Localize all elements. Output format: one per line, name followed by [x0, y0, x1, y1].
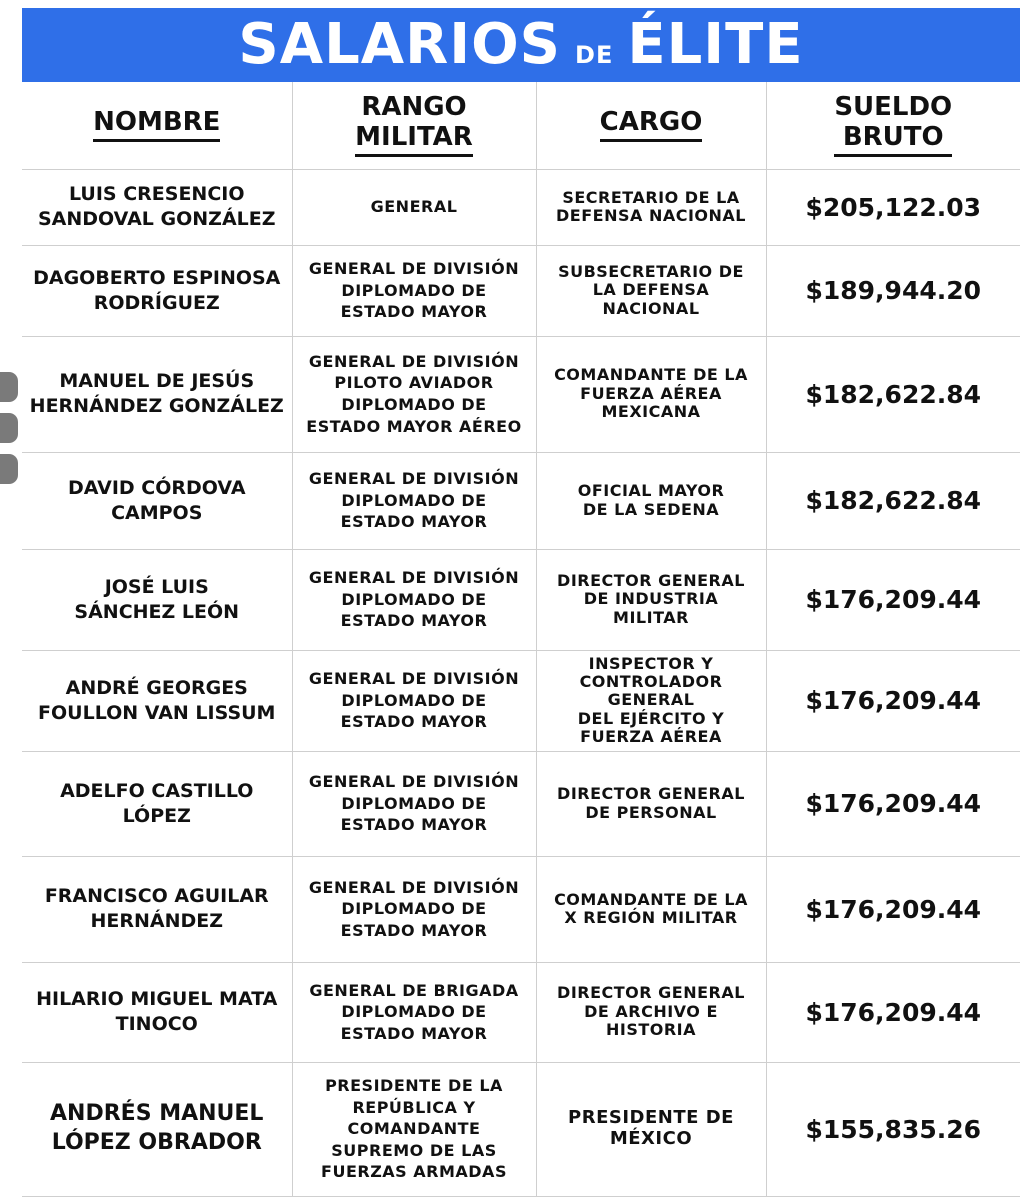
table-row [22, 856, 1020, 962]
header-salary-label: SUELDO BRUTO [834, 93, 952, 157]
row-rank: GENERAL [292, 169, 536, 245]
row-salary: $155,835.26 [766, 1062, 1020, 1196]
row-rank: GENERAL DE DIVISIÓN DIPLOMADO DE ESTADO MAYOR [292, 245, 536, 336]
row-salary: $182,622.84 [766, 452, 1020, 549]
row-rank: GENERAL DE BRIGADA DIPLOMADO DE ESTADO MAYOR [292, 962, 536, 1062]
row-rank: GENERAL DE DIVISIÓN PILOTO AVIADOR DIPLOMADO DE ESTADO MAYOR AÉREO [292, 336, 536, 452]
row-position: SUBSECRETARIO DE LA DEFENSA NACIONAL [536, 245, 766, 336]
row-name: LUIS CRESENCIO SANDOVAL GONZÁLEZ [22, 169, 292, 245]
page-title [238, 12, 804, 77]
row-name: DAVID CÓRDOVA CAMPOS [22, 452, 292, 549]
row-name: DAGOBERTO ESPINOSA RODRÍGUEZ [22, 245, 292, 336]
table-header-row [22, 82, 1020, 169]
row-position: DIRECTOR GENERAL DE INDUSTRIA MILITAR [536, 549, 766, 650]
table-row [22, 549, 1020, 650]
row-name: HILARIO MIGUEL MATA TINOCO [22, 962, 292, 1062]
table-row [22, 245, 1020, 336]
side-scroll-dot[interactable] [0, 372, 18, 402]
row-salary: $176,209.44 [766, 751, 1020, 856]
row-rank: GENERAL DE DIVISIÓN DIPLOMADO DE ESTADO MAYOR [292, 452, 536, 549]
salary-table [22, 82, 1020, 1197]
header-position [536, 82, 766, 169]
row-rank: GENERAL DE DIVISIÓN DIPLOMADO DE ESTADO MAYOR [292, 650, 536, 751]
row-name: JOSÉ LUIS SÁNCHEZ LEÓN [22, 549, 292, 650]
row-salary: $176,209.44 [766, 549, 1020, 650]
row-name: FRANCISCO AGUILAR HERNÁNDEZ [22, 856, 292, 962]
row-name: MANUEL DE JESÚS HERNÁNDEZ GONZÁLEZ [22, 336, 292, 452]
row-position: SECRETARIO DE LA DEFENSA NACIONAL [536, 169, 766, 245]
header-rank [292, 82, 536, 169]
row-name: ADELFO CASTILLO LÓPEZ [22, 751, 292, 856]
row-rank: GENERAL DE DIVISIÓN DIPLOMADO DE ESTADO MAYOR [292, 856, 536, 962]
row-position: DIRECTOR GENERAL DE ARCHIVO E HISTORIA [536, 962, 766, 1062]
side-scroll-dot[interactable] [0, 413, 18, 443]
table-row [22, 336, 1020, 452]
row-rank: GENERAL DE DIVISIÓN DIPLOMADO DE ESTADO MAYOR [292, 549, 536, 650]
table-row [22, 169, 1020, 245]
row-salary: $176,209.44 [766, 650, 1020, 751]
table-row [22, 962, 1020, 1062]
row-salary: $205,122.03 [766, 169, 1020, 245]
row-position: PRESIDENTE DE MÉXICO [536, 1062, 766, 1196]
row-salary: $182,622.84 [766, 336, 1020, 452]
row-position: DIRECTOR GENERAL DE PERSONAL [536, 751, 766, 856]
row-position: COMANDANTE DE LA FUERZA AÉREA MEXICANA [536, 336, 766, 452]
header-name [22, 82, 292, 169]
title-connector: DE [575, 41, 614, 69]
table-row [22, 1062, 1020, 1196]
row-rank: GENERAL DE DIVISIÓN DIPLOMADO DE ESTADO MAYOR [292, 751, 536, 856]
title-part-2: ÉLITE [627, 12, 804, 77]
row-position: COMANDANTE DE LA X REGIÓN MILITAR [536, 856, 766, 962]
header-rank-label: RANGO MILITAR [355, 93, 473, 157]
side-scroll-dot[interactable] [0, 454, 18, 484]
row-salary: $176,209.44 [766, 962, 1020, 1062]
table-row [22, 650, 1020, 751]
header-salary [766, 82, 1020, 169]
header-name-label: NOMBRE [93, 108, 220, 142]
row-salary: $189,944.20 [766, 245, 1020, 336]
row-position: OFICIAL MAYOR DE LA SEDENA [536, 452, 766, 549]
title-part-1: SALARIOS [238, 12, 562, 77]
row-rank: PRESIDENTE DE LA REPÚBLICA Y COMANDANTE SUPREMO DE LAS FUERZAS ARMADAS [292, 1062, 536, 1196]
row-name: ANDRÉS MANUEL LÓPEZ OBRADOR [22, 1062, 292, 1196]
row-name: ANDRÉ GEORGES FOULLON VAN LISSUM [22, 650, 292, 751]
table-row [22, 751, 1020, 856]
header-position-label: CARGO [600, 108, 703, 142]
row-position: INSPECTOR Y CONTROLADOR GENERAL DEL EJÉRCITO Y FUERZA AÉREA [536, 650, 766, 751]
table-row [22, 452, 1020, 549]
row-salary: $176,209.44 [766, 856, 1020, 962]
title-banner [22, 8, 1020, 82]
